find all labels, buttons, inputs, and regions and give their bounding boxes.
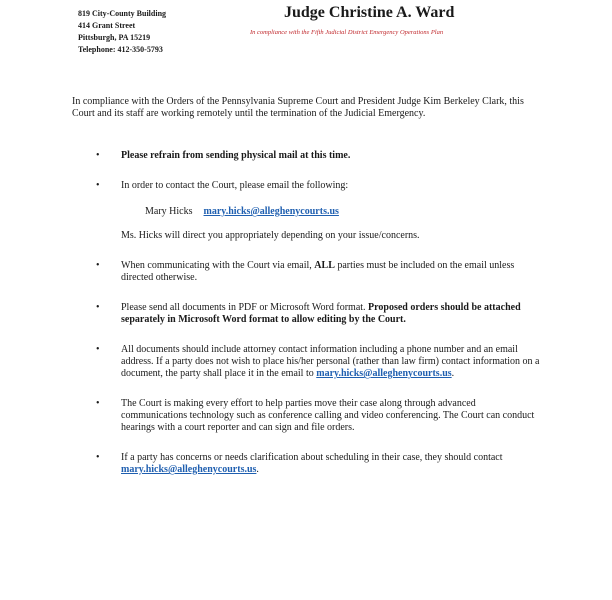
address-line-street: 414 Grant Street xyxy=(78,21,136,30)
contact-email-link[interactable]: mary.hicks@alleghenycourts.us xyxy=(203,206,339,217)
bullet-text-all-parties-emphasis: ALL xyxy=(314,260,335,271)
bullet-item-mail xyxy=(96,150,540,162)
contact-row xyxy=(121,206,540,218)
bullet-text-technology: The Court is making every effort to help parties move their case along through advanced communications technology such as conference calling and video conferencing. The Court can conduct hearings with a court reporter and can sign and file orders. xyxy=(121,398,535,433)
bullet-item-document-format xyxy=(96,302,540,326)
court-address xyxy=(78,8,166,56)
contact-redirect-note: Ms. Hicks will direct you appropriately depending on your issue/concerns. xyxy=(121,230,420,241)
address-line-city: Pittsburgh, PA 15219 xyxy=(78,33,151,42)
intro-paragraph: In compliance with the Orders of the Pennsylvania Supreme Court and President Judge Kim Berkeley Clark, this Court and its staff are working remotely until the termination of the Judicial Emergency. xyxy=(72,96,524,119)
bullet-text-contact: In order to contact the Court, please email the following: xyxy=(121,180,349,191)
bullet-item-contact xyxy=(96,180,540,242)
address-line-building: 819 City-County Building xyxy=(78,9,167,18)
bullet-text-scheduling-pre: If a party has concerns or needs clarification about scheduling in their case, they should contact xyxy=(121,452,503,463)
bullet-text-attorney-post: . xyxy=(451,368,455,379)
notice-bullet-list xyxy=(96,150,540,494)
attorney-email-link[interactable]: mary.hicks@alleghenycourts.us xyxy=(316,368,452,379)
emergency-plan-subtitle: In compliance with the Fifth Judicial District Emergency Operations Plan xyxy=(250,29,444,36)
bullet-text-scheduling-post: . xyxy=(256,464,259,475)
bullet-dot: • xyxy=(96,344,100,355)
bullet-dot: • xyxy=(96,302,100,313)
bullet-dot: • xyxy=(96,150,100,161)
bullet-dot: • xyxy=(96,260,100,271)
bullet-text-mail: Please refrain from sending physical mail at this time. xyxy=(121,150,351,161)
contact-name: Mary Hicks xyxy=(145,206,193,217)
bullet-item-scheduling xyxy=(96,452,540,476)
scheduling-email-link[interactable]: mary.hicks@alleghenycourts.us xyxy=(121,464,257,475)
bullet-text-format-pre: Please send all documents in PDF or Microsoft Word format. xyxy=(121,302,369,313)
bullet-item-all-parties xyxy=(96,260,540,284)
address-line-telephone: Telephone: 412-350-5793 xyxy=(78,45,163,54)
bullet-item-attorney-contact xyxy=(96,344,540,380)
bullet-text-format-emphasis: Proposed orders should be attached separately in Microsoft Word format to allow editing by the Court. xyxy=(121,302,521,325)
judge-name-heading: Judge Christine A. Ward xyxy=(284,4,455,21)
bullet-dot: • xyxy=(96,180,100,191)
bullet-item-technology xyxy=(96,398,540,434)
bullet-dot: • xyxy=(96,452,100,463)
bullet-text-all-parties-pre: When communicating with the Court via email, xyxy=(121,260,315,271)
bullet-dot: • xyxy=(96,398,100,409)
bullet-text-all-parties-post: parties must be included on the email unless directed otherwise. xyxy=(121,260,515,283)
bullet-text-attorney-pre: All documents should include attorney contact information including a phone number and an email address. If a party does not wish to place his/her personal (rather than law firm) contact information on a document, the party shall place it in the email to xyxy=(121,344,540,379)
